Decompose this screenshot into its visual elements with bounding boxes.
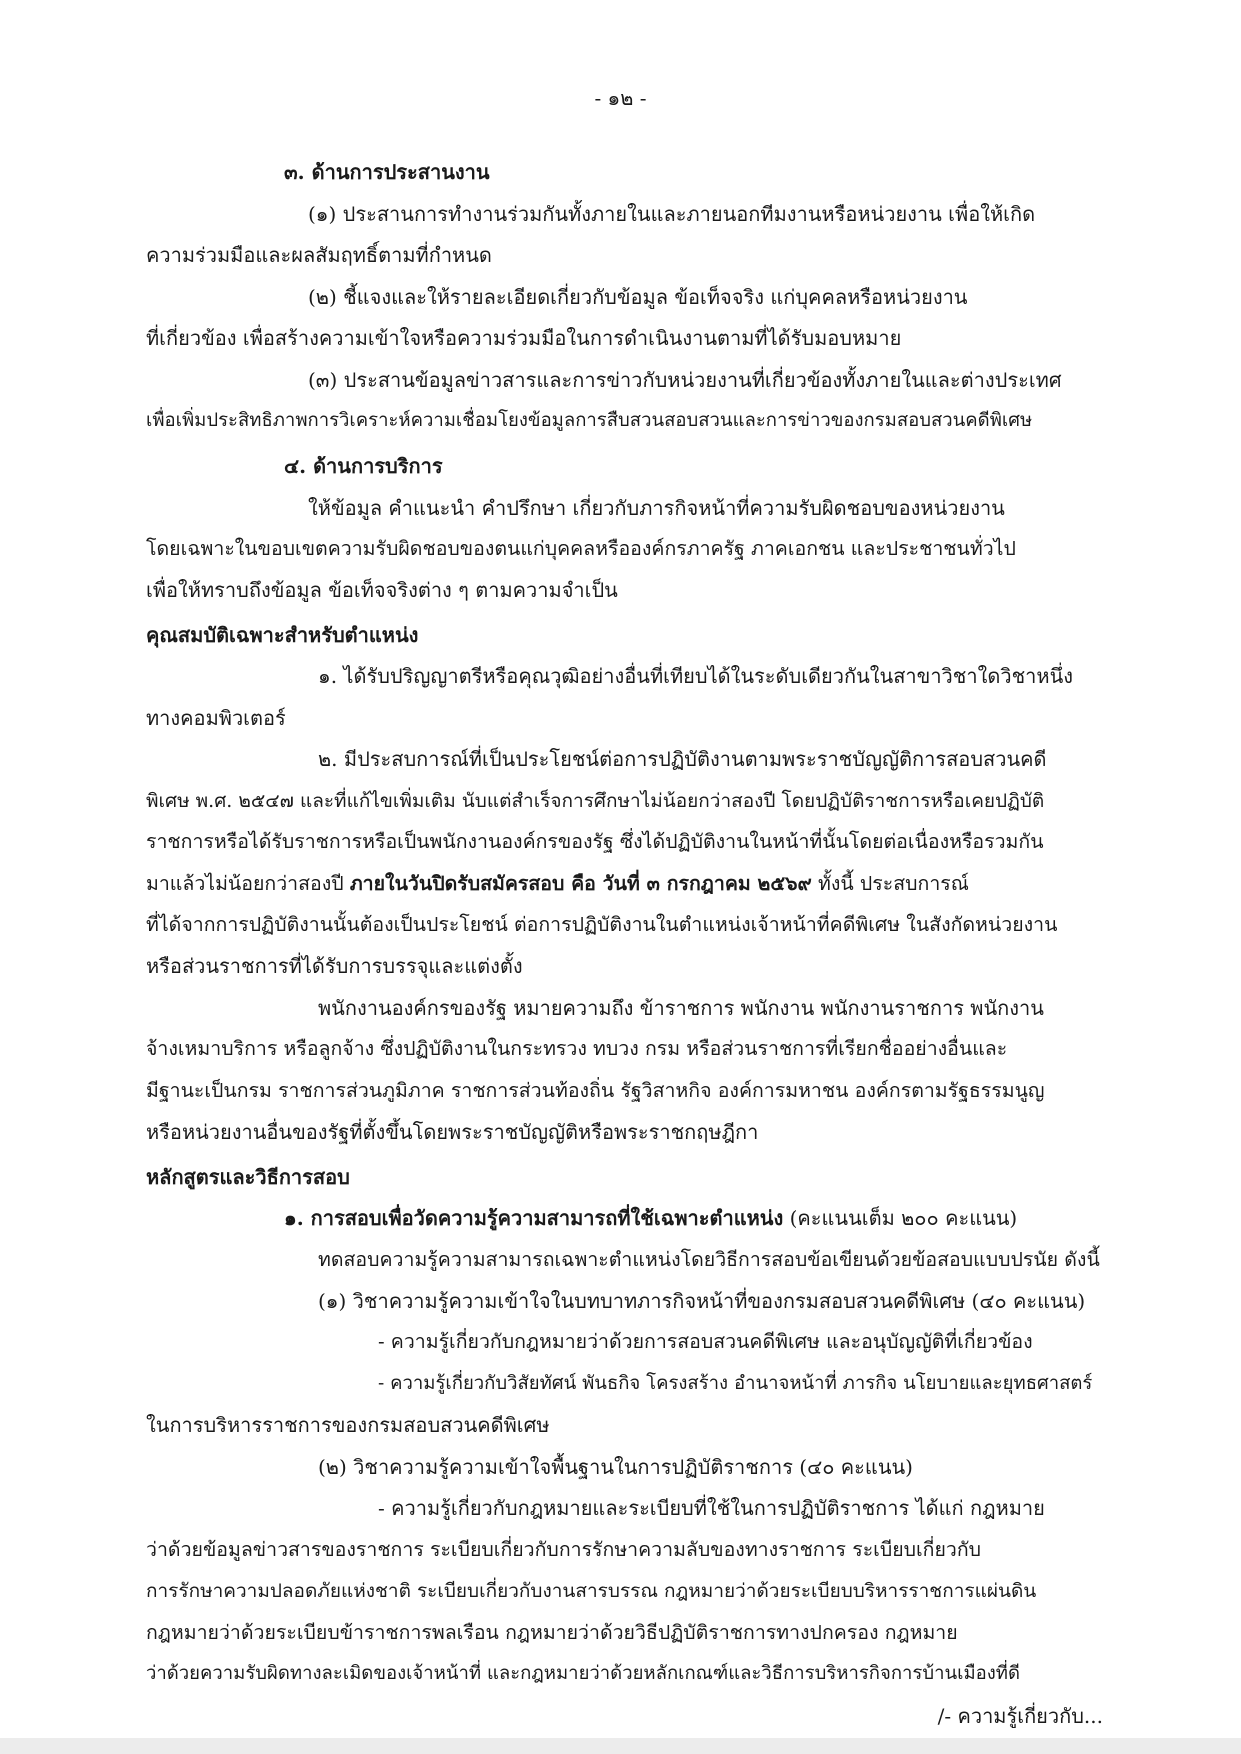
page-number: - ๑๒ - bbox=[594, 86, 647, 110]
paragraph-line: โดยเฉพาะในขอบเขตความรับผิดชอบของตนแก่บุคคลหรือองค์กรภาครัฐ ภาคเอกชน และประชาชนทั่วไป bbox=[146, 537, 1016, 560]
paragraph-line: ให้ข้อมูล คำแนะนำ คำปรึกษา เกี่ยวกับภารกิจหน้าที่ความรับผิดชอบของหน่วยงาน bbox=[308, 496, 1005, 520]
paragraph-line: เพื่อให้ทราบถึงข้อมูล ข้อเท็จจริงต่าง ๆ ตามความจำเป็น bbox=[146, 578, 618, 602]
paragraph-line: ทางคอมพิวเตอร์ bbox=[146, 706, 286, 730]
paragraph-line: หรือหน่วยงานอื่นของรัฐที่ตั้งขึ้นโดยพระราชบัญญัติหรือพระราชกฤษฎีกา bbox=[146, 1120, 759, 1144]
paragraph-line: พิเศษ พ.ศ. ๒๕๔๗ และที่แก้ไขเพิ่มเติม นับแต่สำเร็จการศึกษาไม่น้อยกว่าสองปี โดยปฏิบัติราชการหรือเคยปฏิบัติ bbox=[146, 790, 1045, 812]
paragraph-line: ว่าด้วยข้อมูลข่าวสารของราชการ ระเบียบเกี่ยวกับการรักษาความลับของทางราชการ ระเบียบเกี่ยวกับ bbox=[146, 1538, 982, 1561]
paragraph-line: ๒. มีประสบการณ์ที่เป็นประโยชน์ต่อการปฏิบัติงานตามพระราชบัญญัติการสอบสวนคดี bbox=[318, 747, 1047, 771]
paragraph-line: ที่เกี่ยวข้อง เพื่อสร้างความเข้าใจหรือความร่วมมือในการดำเนินงานตามที่ได้รับมอบหมาย bbox=[146, 326, 902, 350]
paragraph-line: มีฐานะเป็นกรม ราชการส่วนภูมิภาค ราชการส่วนท้องถิ่น รัฐวิสาหกิจ องค์การมหาชน องค์กรตามรัฐธรรมนูญ bbox=[146, 1079, 1045, 1102]
section-heading-coordination: ๓. ด้านการประสานงาน bbox=[284, 160, 490, 184]
paragraph-line: ในการบริหารราชการของกรมสอบสวนคดีพิเศษ bbox=[146, 1413, 550, 1437]
exam-part-heading bbox=[284, 1204, 1017, 1232]
paragraph-line: ๑. ได้รับปริญญาตรีหรือคุณวุฒิอย่างอื่นที่เทียบได้ในระดับเดียวกันในสาขาวิชาใดวิชาหนึ่ง bbox=[318, 664, 1073, 688]
exam-part-score: (คะแนนเต็ม ๒๐๐ คะแนน) bbox=[783, 1206, 1018, 1230]
exam-subject-topic: - ความรู้เกี่ยวกับกฎหมายและระเบียบที่ใช้ในการปฏิบัติราชการ ได้แก่ กฎหมาย bbox=[378, 1496, 1045, 1520]
paragraph-line: กฎหมายว่าด้วยระเบียบข้าราชการพลเรือน กฎหมายว่าด้วยวิธีปฏิบัติราชการทางปกครอง กฎหมาย bbox=[146, 1621, 958, 1644]
continuation-marker: /- ความรู้เกี่ยวกับ... bbox=[937, 1704, 1103, 1728]
section-heading-qualifications: คุณสมบัติเฉพาะสำหรับตำแหน่ง bbox=[146, 623, 419, 647]
paragraph-line: (๓) ประสานข้อมูลข่าวสารและการข่าวกับหน่วยงานที่เกี่ยวข้องทั้งภายในและต่างประเทศ bbox=[308, 368, 1062, 392]
text-run: มาแล้วไม่น้อยกว่าสองปี bbox=[146, 872, 350, 895]
paragraph-line: ราชการหรือได้รับราชการหรือเป็นพนักงานองค์กรของรัฐ ซึ่งได้ปฏิบัติงานในหน้าที่นั้นโดยต่อเนื่องหรือรวมกัน bbox=[146, 830, 1044, 853]
paragraph-line: ว่าด้วยความรับผิดทางละเมิดของเจ้าหน้าที่ และกฎหมายว่าด้วยหลักเกณฑ์และวิธีการบริหารกิจการบ้านเมืองที่ดี bbox=[146, 1663, 1021, 1684]
paragraph-line: ทดสอบความรู้ความสามารถเฉพาะตำแหน่งโดยวิธีการสอบข้อเขียนด้วยข้อสอบแบบปรนัย ดังนี้ bbox=[318, 1248, 1100, 1271]
paragraph-line: เพื่อเพิ่มประสิทธิภาพการวิเคราะห์ความเชื่อมโยงข้อมูลการสืบสวนสอบสวนและการข่าวของกรมสอบสวนคดีพิเศษ bbox=[146, 410, 1033, 431]
exam-subject-topic: - ความรู้เกี่ยวกับกฎหมายว่าด้วยการสอบสวนคดีพิเศษ และอนุบัญญัติที่เกี่ยวข้อง bbox=[378, 1330, 1033, 1353]
exam-subject: (๑) วิชาความรู้ความเข้าใจในบทบาทภารกิจหน้าที่ของกรมสอบสวนคดีพิเศษ (๔๐ คะแนน) bbox=[318, 1289, 1086, 1313]
paragraph-line: การรักษาความปลอดภัยแห่งชาติ ระเบียบเกี่ยวกับงานสารบรรณ กฎหมายว่าด้วยระเบียบบริหารราชการแผ่นดิน bbox=[146, 1580, 1037, 1602]
paragraph-line: (๑) ประสานการทำงานร่วมกันทั้งภายในและภายนอกทีมงานหรือหน่วยงาน เพื่อให้เกิด bbox=[308, 202, 1036, 226]
paragraph-line: จ้างเหมาบริการ หรือลูกจ้าง ซึ่งปฏิบัติงานในกระทรวง ทบวง กรม หรือส่วนราชการที่เรียกชื่ออย่างอื่นและ bbox=[146, 1037, 1008, 1060]
application-deadline: ภายในวันปิดรับสมัครสอบ คือ วันที่ ๓ กรกฎาคม ๒๕๖๙ bbox=[349, 872, 812, 895]
scan-edge bbox=[0, 1738, 1241, 1754]
section-heading-exam: หลักสูตรและวิธีการสอบ bbox=[146, 1165, 350, 1189]
exam-subject: (๒) วิชาความรู้ความเข้าใจพื้นฐานในการปฏิบัติราชการ (๔๐ คะแนน) bbox=[318, 1455, 913, 1479]
exam-subject-topic: - ความรู้เกี่ยวกับวิสัยทัศน์ พันธกิจ โครงสร้าง อำนาจหน้าที่ ภารกิจ นโยบายและยุทธศาสตร์ bbox=[378, 1373, 1093, 1394]
paragraph-line-with-deadline bbox=[146, 870, 969, 898]
text-run: ทั้งนี้ ประสบการณ์ bbox=[811, 872, 969, 895]
paragraph-line: ความร่วมมือและผลสัมฤทธิ์ตามที่กำหนด bbox=[146, 243, 492, 267]
paragraph-line: หรือส่วนราชการที่ได้รับการบรรจุและแต่งตั้ง bbox=[146, 954, 523, 978]
paragraph-line: (๒) ชี้แจงและให้รายละเอียดเกี่ยวกับข้อมูล ข้อเท็จจริง แก่บุคคลหรือหน่วยงาน bbox=[308, 285, 968, 309]
paragraph-line: พนักงานองค์กรของรัฐ หมายความถึง ข้าราชการ พนักงาน พนักงานราชการ พนักงาน bbox=[318, 996, 1044, 1020]
section-heading-service: ๔. ด้านการบริการ bbox=[284, 454, 443, 478]
paragraph-line: ที่ได้จากการปฏิบัติงานนั้นต้องเป็นประโยชน์ ต่อการปฏิบัติงานในตำแหน่งเจ้าหน้าที่คดีพิเศษ ในสังกัดหน่วยงาน bbox=[146, 913, 1058, 936]
exam-part-title: ๑. การสอบเพื่อวัดความรู้ความสามารถที่ใช้เฉพาะตำแหน่ง bbox=[284, 1206, 784, 1230]
